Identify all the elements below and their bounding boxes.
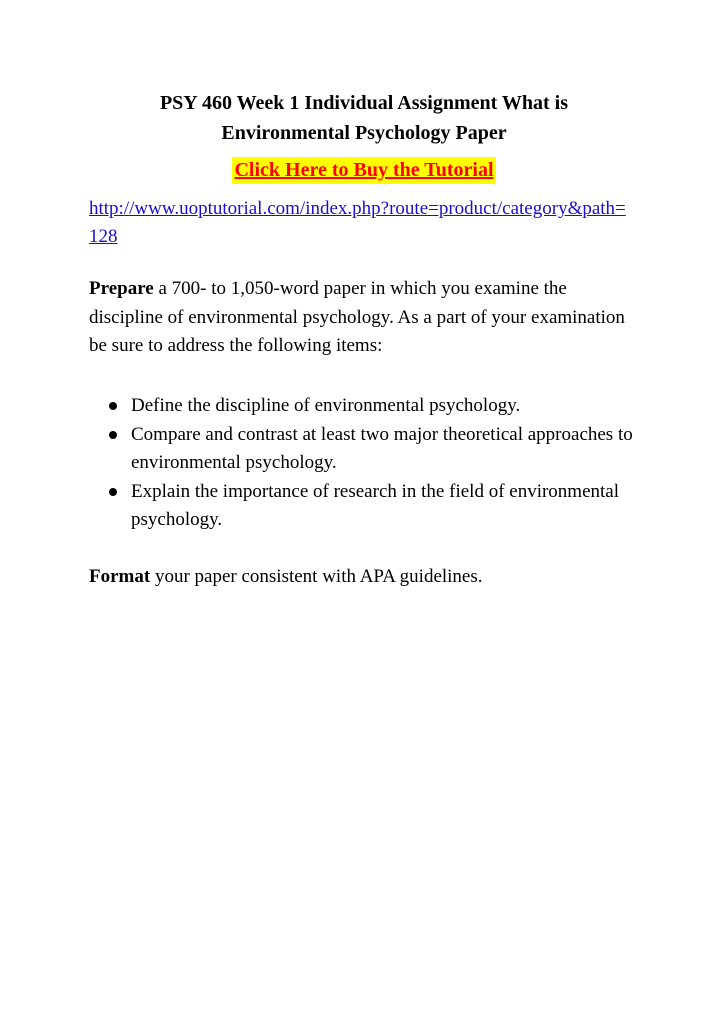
list-item [89,421,637,478]
list-item [89,478,637,535]
requirements-list [89,392,637,535]
buy-tutorial-link[interactable]: Click Here to Buy the Tutorial [232,157,495,184]
prepare-paragraph [89,275,637,361]
document-title [0,88,728,148]
title-line-1: PSY 460 Week 1 Individual Assignment What is [159,92,569,114]
prepare-text: a 700- to 1,050-word paper in which you examine the discipline of environmental psychology. As a part of your examination be sure to address the following items: [89,278,625,356]
bullet-icon [109,431,117,439]
format-text: your paper consistent with APA guidelines. [150,566,483,587]
list-item-text: Explain the importance of research in the field of environmental psychology. [131,480,620,530]
list-item-text: Compare and contrast at least two major theoretical approaches to environmental psychology. [131,423,633,473]
list-item [89,392,637,421]
buy-link-container [0,157,728,184]
list-item-text: Define the discipline of environmental psychology. [131,395,521,416]
title-line-2: Environmental Psychology Paper [221,122,507,144]
bullet-icon [109,488,117,496]
bullet-icon [109,402,117,410]
format-paragraph [89,563,637,592]
prepare-bold-label: Prepare [89,278,154,299]
format-bold-label: Format [89,566,151,587]
product-url-link[interactable]: http://www.uoptutorial.com/index.php?route=product/category&path=128 [89,198,626,247]
